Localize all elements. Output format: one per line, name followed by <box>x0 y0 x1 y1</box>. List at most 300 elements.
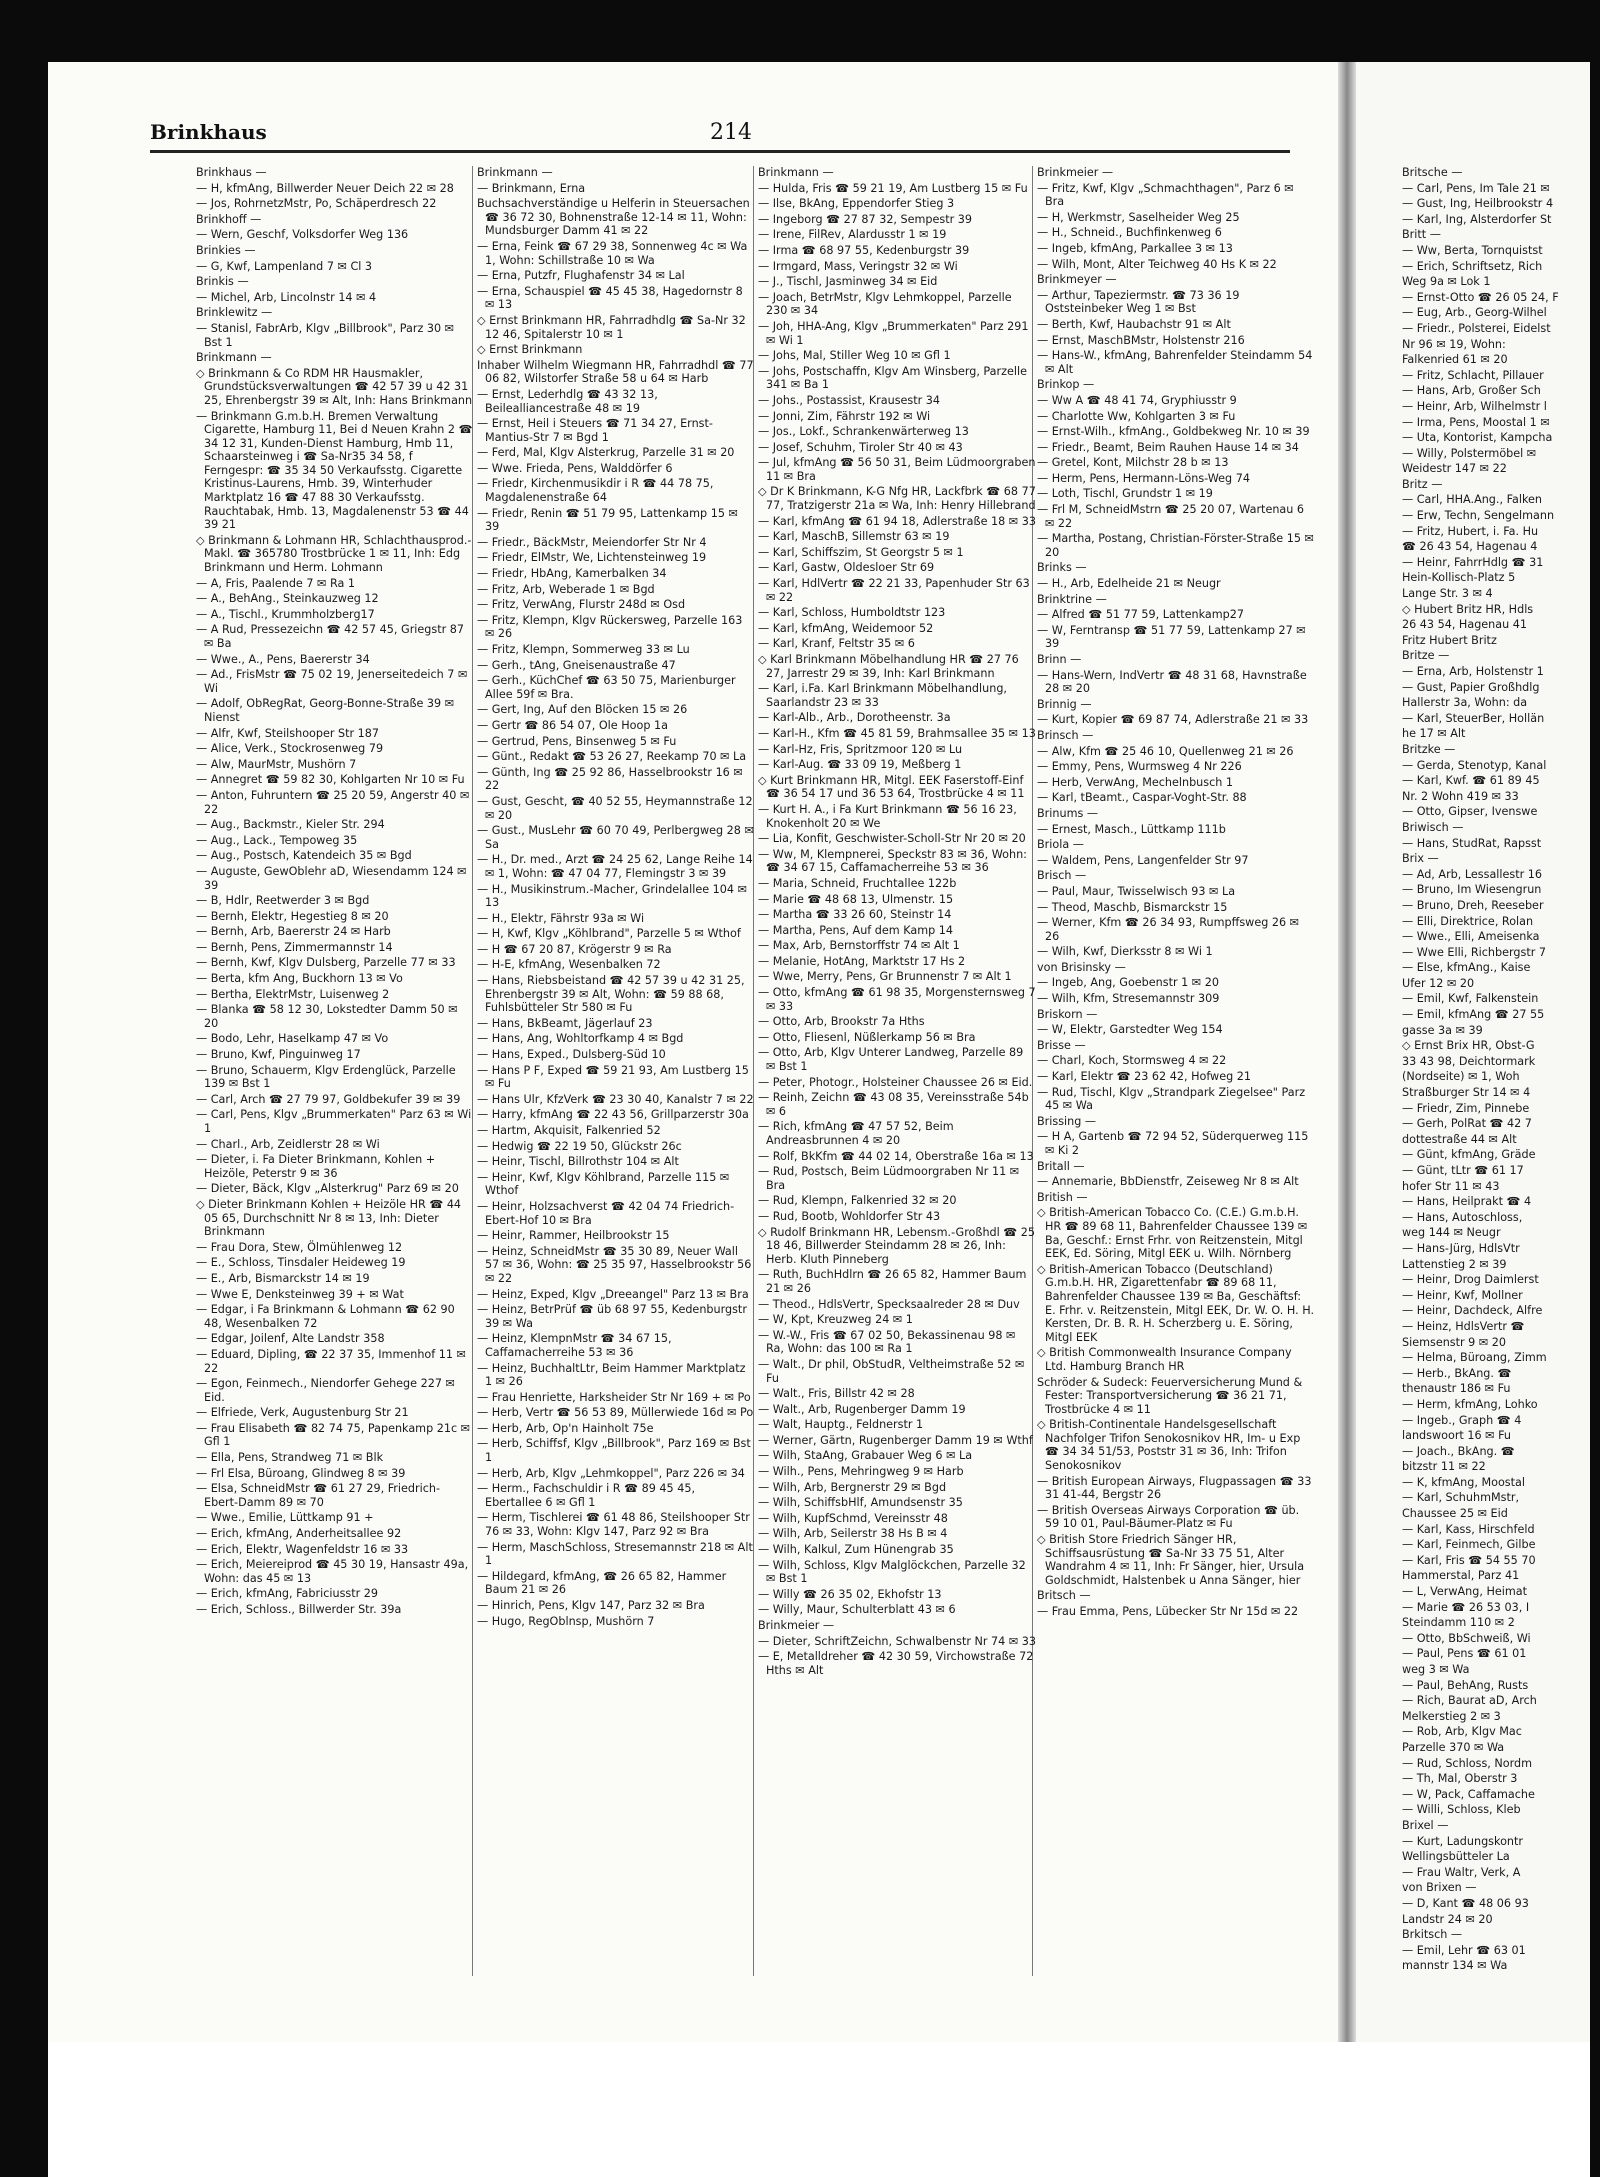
directory-entry: — Joach, BetrMstr, Klgv Lehmkoppel, Parzelle 230 ✉ 34 <box>758 290 1012 318</box>
directory-entry: — Emil, Kwf, Falkenstein <box>1402 992 1539 1006</box>
directory-entry: — Johs, Postschaffn, Klgv Am Winsberg, Parzelle 341 ✉ Ba 1 <box>758 364 1027 392</box>
directory-entry: — Eduard, Dipling, ☎ 22 37 35, Immenhof 11 ✉ 22 <box>196 1347 466 1375</box>
directory-entry: — Frau Dora, Stew, Ölmühlenweg 12 <box>196 1240 403 1254</box>
running-head: Brinkhaus <box>150 120 267 144</box>
directory-entry: Siemsenstr 9 ✉ 20 <box>1402 1335 1507 1349</box>
directory-entry: — Karl, Schiffszim, St Georgstr 5 ✉ 1 <box>758 545 964 559</box>
directory-entry: — Wilh, Kwf, Dierksstr 8 ✉ Wi 1 <box>1037 945 1213 959</box>
directory-entry: — W, Pack, Caffamache <box>1402 1787 1535 1801</box>
directory-entry: — Otto, BbSchweiß, Wi <box>1402 1631 1531 1645</box>
directory-entry: — Wilh., Pens, Mehringweg 9 ✉ Harb <box>758 1465 964 1479</box>
directory-entry: ◇ Kurt Brinkmann HR, Mitgl. EEK Faserstoff-Einf ☎ 36 54 17 und 36 53 64, Trostbrücke 4 ✉ 11 <box>758 773 1025 801</box>
directory-entry: — H., Dr. med., Arzt ☎ 24 25 62, Lange Reihe 14 ✉ 1, Wohn: ☎ 47 04 77, Flemingstr 3 ✉ 39 <box>477 853 753 880</box>
directory-entry: — Karl, Kwf. ☎ 61 89 45 <box>1402 774 1540 788</box>
directory-entry: Steindamm 110 ✉ 2 <box>1402 1616 1515 1630</box>
directory-entry: ◇ British-American Tobacco (Deutschland) G.m.b.H. HR, Zigarettenfabr ☎ 89 68 11, Bahrenfelder Chaussee 139 ✉ Ba, Geschäftsf: E. Frhr. v. Reitzenstein, Mitgl EEK, Dr. W. O. H. H. Kersten, Dr. B. R. H. Scherzberg u. E. Söring, Mitgl EEK <box>1037 1262 1314 1344</box>
directory-entry: — W.-W., Fris ☎ 67 02 50, Bekassinenau 98 ✉ Ra, Wohn: das 100 ✉ Ra 1 <box>758 1328 1016 1356</box>
directory-entry: — Frau Waltr, Verk, A <box>1402 1865 1521 1879</box>
directory-entry: — Hans-Jürg, HdlsVtr <box>1402 1241 1520 1255</box>
directory-entry: Brixel — <box>1402 1818 1449 1832</box>
directory-entry: Britsche — <box>1402 166 1463 179</box>
directory-entry: — Karl, i.Fa. Karl Brinkmann Möbelhandlung, Saarlandstr 23 ✉ 33 <box>758 682 1007 709</box>
directory-entry: — Hans, Heilprakt ☎ 4 <box>1402 1195 1532 1209</box>
directory-entry: — Annegret ☎ 59 82 30, Kohlgarten Nr 10 ✉ Fu <box>196 773 465 787</box>
directory-entry: — Arthur, Tapeziermstr. ☎ 73 36 19 Oststeinbeker Weg 1 ✉ Bst <box>1037 288 1240 316</box>
directory-entry: Brix — <box>1402 852 1439 866</box>
directory-entry: Fritz Hubert Britz <box>1402 633 1497 647</box>
directory-entry: Falkenried 61 ✉ 20 <box>1402 353 1508 367</box>
directory-entry: — H., Elektr, Fährstr 93a ✉ Wi <box>477 911 645 925</box>
directory-entry: — Hans, Exped., Dulsberg-Süd 10 <box>477 1048 666 1062</box>
directory-entry: Wellingsbütteler La <box>1402 1850 1510 1864</box>
directory-entry: — Ww, Berta, Tornquistst <box>1402 243 1543 257</box>
directory-entry: — K, kfmAng, Moostal <box>1402 1475 1525 1489</box>
directory-entry: — Erich, Elektr, Wagenfeldstr 16 ✉ 33 <box>196 1542 409 1556</box>
directory-entry: — Erna, Feink ☎ 67 29 38, Sonnenweg 4c ✉ Wa 1, Wohn: Schillstraße 10 ✉ Wa <box>477 239 748 267</box>
directory-entry: — Waldem, Pens, Langenfelder Str 97 <box>1037 853 1249 867</box>
directory-entry: — Karl, Ing, Alsterdorfer St <box>1402 212 1552 226</box>
directory-entry: 33 43 98, Deichtormark <box>1402 1054 1536 1068</box>
directory-entry: — Emmy, Pens, Wurmsweg 4 Nr 226 <box>1037 760 1242 774</box>
directory-entry: Britt — <box>1402 228 1441 242</box>
directory-entry: — Irma, Pens, Moostal 1 ✉ <box>1402 415 1550 429</box>
directory-entry: — Herb, VerwAng, Mechelnbusch 1 <box>1037 775 1234 789</box>
directory-entry: — Johs., Postassist, Krausestr 34 <box>758 393 941 407</box>
page-bottom-margin <box>48 2042 1348 2177</box>
directory-entry: Brinkies — <box>196 243 256 257</box>
directory-entry: von Brisinsky — <box>1037 960 1126 974</box>
directory-entry: Brissing — <box>1037 1114 1097 1128</box>
directory-entry: — Anton, Fuhruntern ☎ 25 20 59, Angerstr 40 ✉ 22 <box>196 788 470 816</box>
directory-entry: ◇ Ernst Brinkmann <box>477 343 583 357</box>
directory-entry: — Ingeb, Ang, Goebenstr 1 ✉ 20 <box>1037 976 1219 990</box>
directory-entry: — Erich, kfmAng, Anderheitsallee 92 <box>196 1527 402 1541</box>
directory-entry: — Willy, Polstermöbel ✉ <box>1402 446 1537 460</box>
directory-entry: — A., BehAng., Steinkauzweg 12 <box>196 592 379 606</box>
directory-entry: — Karl, SchuhmMstr, <box>1402 1491 1520 1505</box>
directory-entry: — H., Schneid., Buchfinkenweg 6 <box>1037 226 1222 240</box>
directory-entry: Parzelle 370 ✉ Wa <box>1402 1740 1505 1754</box>
directory-entry: — G, Kwf, Lampenland 7 ✉ Cl 3 <box>196 259 373 273</box>
directory-entry: — Adolf, ObRegRat, Georg-Bonne-Straße 39 ✉ Nienst <box>196 697 455 724</box>
directory-entry: — Erna, Putzfr, Flughafenstr 34 ✉ Lal <box>477 269 685 283</box>
directory-entry: — E., Arb, Bismarckstr 14 ✉ 19 <box>196 1271 370 1285</box>
directory-entry: — Karl, Kranf, Feltstr 35 ✉ 6 <box>758 637 915 651</box>
directory-entry: — Walt, Hauptg., Feldnerstr 1 <box>758 1418 924 1432</box>
directory-entry: — Fritz, VerwAng, Flurstr 248d ✉ Osd <box>477 598 686 612</box>
directory-entry: — Karl-Alb., Arb., Dorotheenstr. 3a <box>758 711 951 725</box>
directory-entry: — Heinz, HdlsVertr ☎ <box>1402 1319 1525 1333</box>
directory-entry: — Michel, Arb, Lincolnstr 14 ✉ 4 <box>196 290 377 304</box>
directory-entry: — Ernst, MaschBMstr, Holstenstr 216 <box>1037 333 1245 347</box>
directory-entry: — Marie ☎ 48 68 13, Ulmenstr. 15 <box>758 892 954 906</box>
directory-entry: — Max, Arb, Bernstorffstr 74 ✉ Alt 1 <box>758 939 960 953</box>
directory-entry: ◇ Karl Brinkmann Möbelhandlung HR ☎ 27 76 27, Jarrestr 29 ✉ 39, Inh: Karl Brinkmann <box>758 653 1019 680</box>
directory-entry: thenaustr 186 ✉ Fu <box>1402 1382 1511 1396</box>
directory-entry: — Karl, tBeamt., Caspar-Voght-Str. 88 <box>1037 791 1247 805</box>
directory-entry: — Charl., Arb, Zeidlerstr 28 ✉ Wi <box>196 1137 380 1151</box>
directory-entry: — A, Fris, Paalende 7 ✉ Ra 1 <box>196 576 356 590</box>
directory-entry: — A Rud, Pressezeichn ☎ 42 57 45, Griegstr 87 ✉ Ba <box>196 623 464 650</box>
directory-entry: — Kurt, Kopier ☎ 69 87 74, Adlerstraße 21 ✉ 33 <box>1037 713 1309 727</box>
directory-entry: Brinkmeier — <box>758 1619 835 1632</box>
directory-entry: — Jos, RohrnetzMstr, Po, Schäperdresch 22 <box>196 197 437 211</box>
directory-entry: — Carl, HHA.Ang., Falken <box>1402 493 1543 507</box>
directory-entry: — Karl, Kass, Hirschfeld <box>1402 1522 1535 1536</box>
directory-entry: — Gust, Papier Großhdlg <box>1402 680 1540 694</box>
directory-entry: ◇ Rudolf Brinkmann HR, Lebensm.-Großhdl ☎ 25 18 46, Billwerder Steindamm 28 ✉ 26, Inh: Herb. Kluth Pinneberg <box>758 1225 1036 1266</box>
directory-entry: — Karl, Schloss, Humboldtstr 123 <box>758 606 946 620</box>
directory-entry: — Wern, Geschf, Volksdorfer Weg 136 <box>196 228 409 242</box>
page-number: 214 <box>710 120 752 145</box>
directory-entry: 26 43 54, Hagenau 41 <box>1402 618 1528 632</box>
directory-entry: — Lia, Konfit, Geschwister-Scholl-Str Nr 20 ✉ 20 <box>758 832 1026 846</box>
directory-entry: — Otto, Arb, Klgv Unterer Landweg, Parzelle 89 ✉ Bst 1 <box>758 1046 1024 1074</box>
directory-entry: — Gertr ☎ 86 54 07, Ole Hoop 1a <box>477 718 668 732</box>
directory-entry: Lattenstieg 2 ✉ 39 <box>1402 1257 1507 1271</box>
directory-entry: — Dieter, i. Fa Dieter Brinkmann, Kohlen + Heizöle, Peterstr 9 ✉ 36 <box>196 1153 436 1180</box>
directory-entry: — Wilh, Mont, Alter Teichweg 40 Hs K ✉ 22 <box>1037 257 1277 271</box>
directory-entry: — Bodo, Lehr, Haselkamp 47 ✉ Vo <box>196 1032 389 1046</box>
directory-entry: — Hans, Ang, Wohltorfkamp 4 ✉ Bgd <box>477 1032 684 1046</box>
directory-entry: — Aug., Postsch, Katendeich 35 ✉ Bgd <box>196 849 412 863</box>
directory-entry: — Heinr, Arb, Wilhelmstr l <box>1402 399 1547 413</box>
directory-entry: ◇ Brinkmann & Co RDM HR Hausmakler, Grundstücksverwaltungen ☎ 42 57 39 u 42 31 25, Ehrenbergstr 39 ✉ Alt, Inh: Hans Brinkmann <box>196 366 473 407</box>
directory-entry: — Frau Henriette, Harksheider Str Nr 169 + ✉ Po <box>477 1390 751 1404</box>
directory-entry: — Hans, BkBeamt, Jägerlauf 23 <box>477 1016 653 1030</box>
directory-entry: Brinsch — <box>1037 728 1094 742</box>
directory-entry: — Rud, Tischl, Klgv „Strandpark Ziegelsee" Parz 45 ✉ Wa <box>1037 1085 1306 1113</box>
directory-entry: Brkitsch — <box>1402 1928 1463 1942</box>
directory-entry: — Hedwig ☎ 22 19 50, Glückstr 26c <box>477 1139 682 1153</box>
directory-entry: — Hans, StudRat, Rapsst <box>1402 836 1542 850</box>
directory-entry: — Wilh, SchiffsbHlf, Amundsenstr 35 <box>758 1496 963 1510</box>
directory-entry: — Jos., Lokf., Schrankenwärterweg 13 <box>758 425 969 439</box>
directory-entry: Brinkmann — <box>758 166 834 179</box>
scanner-border-top <box>0 0 1600 62</box>
directory-entry: — Ernest, Masch., Lüttkamp 111b <box>1037 822 1226 836</box>
directory-entry: — Edgar, i Fa Brinkmann & Lohmann ☎ 62 90 48, Wesenbalken 72 <box>196 1303 455 1330</box>
directory-entry: — Friedr, HbAng, Kamerbalken 34 <box>477 567 667 581</box>
directory-entry: — Elsa, SchneidMstr ☎ 61 27 29, Friedrich-Ebert-Damm 89 ✉ 70 <box>196 1482 440 1509</box>
directory-entry: — Fritz, Schlacht, Pillauer <box>1402 368 1544 382</box>
directory-entry: — Paul, Maur, Twisselwisch 93 ✉ La <box>1037 884 1236 898</box>
directory-entry: — Herm, MaschSchloss, Stresemannstr 218 ✉ Alt 1 <box>477 1540 753 1568</box>
directory-entry: — Friedr., Polsterei, Eidelst <box>1402 321 1551 335</box>
directory-entry: ◇ Brinkmann & Lohmann HR, Schlachthausprod.-Makl. ☎ 365780 Trostbrücke 1 ✉ 11, Inh: Edg Brinkmann und Herm. Lohmann <box>196 533 472 575</box>
directory-entry: — Heinr, Kwf, Mollner <box>1402 1288 1523 1302</box>
directory-entry: — Walt., Dr phil, ObStudR, Veltheimstraße 52 ✉ Fu <box>758 1357 1025 1385</box>
directory-entry: — Werner, Kfm ☎ 26 34 93, Rumpffsweg 26 ✉ 26 <box>1037 916 1300 943</box>
directory-entry: — Ingeb., Graph ☎ 4 <box>1402 1413 1522 1427</box>
directory-entry: Brinn — <box>1037 653 1082 666</box>
directory-entry: landswoort 16 ✉ Fu <box>1402 1429 1512 1443</box>
directory-entry: — Ernst, Heil i Steuers ☎ 71 34 27, Ernst-Mantius-Str 7 ✉ Bgd 1 <box>477 417 713 444</box>
directory-entry: — Helma, Büroang, Zimm <box>1402 1351 1547 1365</box>
directory-entry: — Heinr, Rammer, Heilbrookstr 15 <box>477 1229 670 1243</box>
directory-entry: — H A, Gartenb ☎ 72 94 52, Süderquerweg 115 ✉ Ki 2 <box>1037 1130 1309 1157</box>
directory-entry: — Bernh, Kwf, Klgv Dulsberg, Parzelle 77 ✉ 33 <box>196 956 456 970</box>
directory-entry: — Friedr., BäckMstr, Meiendorfer Str Nr 4 <box>477 535 707 549</box>
directory-entry: Brinkis — <box>196 275 249 289</box>
directory-entry: — Irmgard, Mass, Veringstr 32 ✉ Wi <box>758 259 958 273</box>
directory-entry: — Paul, BehAng, Rusts <box>1402 1678 1529 1692</box>
directory-entry: — Gerda, Stenotyp, Kanal <box>1402 758 1547 772</box>
directory-entry: Brinkmann — <box>477 166 553 179</box>
directory-entry: — Marie ☎ 26 53 03, I <box>1402 1600 1530 1614</box>
page-header <box>150 120 1290 144</box>
directory-entry: Ufer 12 ✉ 20 <box>1402 976 1475 990</box>
directory-entry: — Irene, FilRev, Alardusstr 1 ✉ 19 <box>758 228 947 242</box>
directory-entry: — A., Tischl., Krummholzberg17 <box>196 607 375 621</box>
directory-entry: — Otto, kfmAng ☎ 61 98 35, Morgensternsweg 7 ✉ 33 <box>758 986 1036 1013</box>
directory-entry: Briola — <box>1037 838 1084 852</box>
directory-entry: — Herm., Fachschuldir i R ☎ 89 45 45, Ebertallee 6 ✉ Gfl 1 <box>477 1482 696 1509</box>
directory-entry: — Hans P F, Exped ☎ 59 21 93, Am Lustberg 15 ✉ Fu <box>477 1063 749 1091</box>
directory-entry: — Johs, Mal, Stiller Weg 10 ✉ Gfl 1 <box>758 349 951 363</box>
directory-entry: — Erw, Techn, Sengelmann <box>1402 509 1555 523</box>
directory-entry: — Martha, Pens, Auf dem Kamp 14 <box>758 923 954 937</box>
directory-entry: Melkerstieg 2 ✉ 3 <box>1402 1709 1501 1723</box>
directory-entry: — Bertha, ElektrMstr, Luisenweg 2 <box>196 987 390 1001</box>
directory-entry: — Erich, kfmAng, Fabriciusstr 29 <box>196 1587 379 1601</box>
directory-entry: ◇ Ernst Brinkmann HR, Fahrradhdlg ☎ Sa-Nr 32 12 46, Spitalerstr 10 ✉ 1 <box>477 313 746 341</box>
directory-entry: Brinkmann — <box>196 351 272 365</box>
directory-entry: — Charl, Koch, Stormsweg 4 ✉ 22 <box>1037 1054 1227 1068</box>
directory-entry: — Heinr, Holzsachverst ☎ 42 04 74 Friedrich-Ebert-Hof 10 ✉ Bra <box>477 1199 735 1227</box>
directory-entry: — Bernh, Pens, Zimmermannstr 14 <box>196 940 393 954</box>
directory-entry: ◇ British Commonwealth Insurance Company Ltd. Hamburg Branch HR <box>1037 1346 1292 1373</box>
directory-entry: — Theod, Maschb, Bismarckstr 15 <box>1037 900 1228 914</box>
directory-entry: — Fritz, Kwf, Klgv „Schmachthagen", Parz 6 ✉ Bra <box>1037 181 1294 209</box>
directory-entry: Brisch — <box>1037 869 1087 883</box>
directory-entry: — Heinr, Drog Daimlerst <box>1402 1273 1539 1287</box>
directory-entry: — Karl, SteuerBer, Hollän <box>1402 711 1545 725</box>
directory-entry: — British European Airways, Flugpassagen ☎ 33 31 41-44, Bergstr 26 <box>1037 1474 1312 1502</box>
directory-entry: — Alw, Kfm ☎ 25 46 10, Quellenweg 21 ✉ 26 <box>1037 744 1294 758</box>
directory-entry: ◇ British-Continentale Handelsgesellschaft Nachfolger Trifon Senokosnikov HR, Im- u Exp ☎ 34 34 51/53, Poststr 31 ✉ 36, Inh: Trifon Senokosnikov <box>1037 1418 1301 1473</box>
facing-page-column <box>1402 166 1592 1975</box>
directory-entry: Brisse — <box>1037 1038 1086 1052</box>
directory-entry: — Walt., Arb, Rugenberger Damm 19 <box>758 1402 966 1416</box>
directory-entry: — Ernst-Wilh., kfmAng., Goldbekweg Nr. 10 ✉ 39 <box>1037 425 1310 439</box>
directory-entry: — Rob, Arb, Klgv Mac <box>1402 1725 1522 1739</box>
directory-entry: Brinkmeier — <box>1037 166 1114 179</box>
directory-entry: — Hildegard, kfmAng, ☎ 26 65 82, Hammer Baum 21 ✉ 26 <box>477 1569 727 1597</box>
directory-entry: Briwisch — <box>1402 820 1464 834</box>
directory-entry: — Karl-Hz, Fris, Spritzmoor 120 ✉ Lu <box>758 742 963 756</box>
directory-entry: Brinks — <box>1037 561 1087 575</box>
directory-entry: — Elfriede, Verk, Augustenburg Str 21 <box>196 1406 409 1420</box>
directory-entry: Brinums — <box>1037 806 1099 820</box>
directory-entry: — Heinr, Kwf, Klgv Köhlbrand, Parzelle 115 ✉ Wthof <box>477 1170 730 1198</box>
directory-entry: — Paul, Pens ☎ 61 01 <box>1402 1647 1527 1661</box>
directory-entry: Brinkmeyer — <box>1037 273 1117 287</box>
directory-entry: — E, Metalldreher ☎ 42 30 59, Virchowstraße 72 Hths ✉ Alt <box>758 1650 1034 1677</box>
directory-entry: — Wilh, Kalkul, Zum Hünengrab 35 <box>758 1543 954 1557</box>
directory-entry: gasse 3a ✉ 39 <box>1402 1023 1483 1037</box>
directory-entry: — Rolf, BkKfm ☎ 44 02 14, Oberstraße 16a ✉ 13 <box>758 1149 1034 1163</box>
directory-entry: — Herb, Arb, Klgv „Lehmkoppel", Parz 226 ✉ 34 <box>477 1466 745 1480</box>
directory-entry: hofer Str 11 ✉ 43 <box>1402 1179 1500 1193</box>
directory-entry: — Harry, kfmAng ☎ 22 43 56, Grillparzerstr 30a <box>477 1108 749 1122</box>
directory-entry: — Erich, Meiereiprod ☎ 45 30 19, Hansastr 49a, Wohn: das 45 ✉ 13 <box>196 1558 469 1585</box>
directory-entry: — W, Ferntransp ☎ 51 77 59, Lattenkamp 27 ✉ 39 <box>1037 623 1306 651</box>
directory-entry: — Willy, Maur, Schulterblatt 43 ✉ 6 <box>758 1603 956 1617</box>
directory-entry: — Hans, Arb, Großer Sch <box>1402 384 1541 398</box>
directory-entry: — Theod., HdlsVertr, Specksaalreder 28 ✉ Duv <box>758 1297 1020 1311</box>
directory-entry: — Herb, Schiffsf, Klgv „Billbrook", Parz 169 ✉ Bst 1 <box>477 1437 751 1465</box>
directory-entry: — Otto, Fliesenl, Nüßlerkamp 56 ✉ Bra <box>758 1030 976 1044</box>
directory-entry: weg 3 ✉ Wa <box>1402 1663 1470 1676</box>
directory-entry: he 17 ✉ Alt <box>1402 727 1466 741</box>
directory-entry: (Nordseite) ✉ 1, Woh <box>1402 1070 1520 1084</box>
directory-entry: — Alfr, Kwf, Steilshooper Str 187 <box>196 726 380 740</box>
directory-entry: — Th, Mal, Oberstr 3 <box>1402 1772 1518 1786</box>
directory-entry: — Hugo, RegOblnsp, Mushörn 7 <box>477 1614 655 1628</box>
directory-entry: — Ruth, BuchHdlrn ☎ 26 65 82, Hammer Baum 21 ✉ 26 <box>758 1268 1027 1295</box>
directory-entry: — Frau Emma, Pens, Lübecker Str Nr 15d ✉ 22 <box>1037 1605 1299 1618</box>
directory-entry: — Blanka ☎ 58 12 30, Lokstedter Damm 50 ✉ 20 <box>196 1003 458 1030</box>
directory-entry: — Wwe Elli, Richbergstr 7 <box>1402 945 1547 959</box>
directory-entry: — Ww A ☎ 48 41 74, Gryphiusstr 9 <box>1037 393 1237 407</box>
directory-entry: Brinklewitz — <box>196 306 273 320</box>
directory-entry: — Wwe., A., Pens, Baererstr 34 <box>196 652 370 666</box>
header-rule <box>150 150 1290 153</box>
directory-entry: — Josef, Schuhm, Tiroler Str 40 ✉ 43 <box>758 440 963 454</box>
directory-entry: — Wilh, Kfm, Stresemannstr 309 <box>1037 992 1220 1006</box>
directory-entry: Inhaber Wilhelm Wiegmann HR, Fahrradhdl ☎ 77 06 82, Wilstorfer Straße 58 u 64 ✉ Harb <box>477 358 754 386</box>
directory-entry: Weg 9a ✉ Lok 1 <box>1402 275 1491 289</box>
directory-entry: ☎ 26 43 54, Hagenau 4 <box>1402 540 1538 554</box>
directory-entry: — Ella, Pens, Strandweg 71 ✉ Blk <box>196 1451 384 1465</box>
directory-entry: — Willi, Schloss, Kleb <box>1402 1803 1521 1817</box>
directory-entry: — Wwe, Merry, Pens, Gr Brunnenstr 7 ✉ Alt 1 <box>758 970 1012 984</box>
directory-entry: — Bruno, Dreh, Reeseber <box>1402 898 1544 912</box>
directory-entry: — Hans, Autoschloss, <box>1402 1210 1523 1224</box>
directory-entry: — Brinkmann G.m.b.H. Bremen Verwaltung Cigarette, Hamburg 11, Bei d Neuen Krahn 2 ☎ 34 12 31, Kunden-Dienst Hamburg, Hmb 11, Schaarsteinweg i ☎ Sa-Nr35 34 58, f Ferngespr: ☎ 35 34 50 Verkaufsstg. Cigarette Kristinus-Laurens, Hmb. 39, Winterhuder Marktplatz 16 ☎ 47 88 30 Verkaufsstg. Rauchtabak, Hmb. 13, Magdalenenstr 53 ☎ 44 39 21 <box>196 409 473 532</box>
directory-entry: — Carl, Pens, Im Tale 21 ✉ <box>1402 181 1550 195</box>
directory-column-3 <box>758 166 1036 1679</box>
directory-entry: — Martha, Postang, Christian-Förster-Straße 15 ✉ 20 <box>1037 532 1314 559</box>
directory-entry: bitzstr 11 ✉ 22 <box>1402 1460 1486 1474</box>
directory-entry: — Bruno, Im Wiesengrun <box>1402 883 1542 897</box>
directory-entry: ◇ Dr K Brinkmann, K-G Nfg HR, Lackfbrk ☎ 68 77 77, Tratzigerstr 21a ✉ Wa, Inh: Henry Hillebrand <box>758 485 1036 513</box>
directory-entry: — Wilh, StaAng, Grabauer Weg 6 ✉ La <box>758 1449 973 1463</box>
directory-entry: — Peter, Photogr., Holsteiner Chaussee 26 ✉ Eid. <box>758 1075 1033 1089</box>
directory-entry: — Walt., Fris, Billstr 42 ✉ 28 <box>758 1387 915 1401</box>
directory-entry: — Herm, Tischlerei ☎ 61 48 86, Steilshooper Str 76 ✉ 33, Wohn: Klgv 147, Parz 92 ✉ Bra <box>477 1511 750 1539</box>
directory-entry: — W, Elektr, Garstedter Weg 154 <box>1037 1023 1223 1037</box>
directory-entry: — Maria, Schneid, Fruchtallee 122b <box>758 876 957 890</box>
directory-entry: Nr 96 ✉ 19, Wohn: <box>1402 337 1506 351</box>
directory-entry: — Else, kfmAng., Kaise <box>1402 961 1531 975</box>
directory-entry: — Frau Elisabeth ☎ 82 74 75, Papenkamp 21c ✉ Gfl 1 <box>196 1421 471 1449</box>
directory-entry: — Rich, kfmAng ☎ 47 57 52, Beim Andreasbrunnen 4 ✉ 20 <box>758 1120 954 1147</box>
directory-entry: — Bernh, Elektr, Hegestieg 8 ✉ 20 <box>196 909 389 923</box>
directory-entry: — Gust., MusLehr ☎ 60 70 49, Perlbergweg 28 ✉ Sa <box>477 824 754 851</box>
directory-entry: — B, Hdlr, Reetwerder 3 ✉ Bgd <box>196 894 370 908</box>
directory-entry: — Friedr, Renin ☎ 51 79 95, Lattenkamp 15 ✉ 39 <box>477 506 738 534</box>
directory-entry: Britzke — <box>1402 742 1456 756</box>
directory-entry: — Emil, Lehr ☎ 63 01 <box>1402 1943 1526 1957</box>
directory-entry: — Günth, Ing ☎ 25 92 86, Hasselbrookstr 16 ✉ 22 <box>477 765 743 793</box>
directory-entry: Hein-Kollisch-Platz 5 <box>1402 571 1516 585</box>
directory-entry: — Wilh, Arb, Bergnerstr 29 ✉ Bgd <box>758 1480 947 1494</box>
directory-entry: — Hartm, Akquisit, Falkenried 52 <box>477 1124 661 1137</box>
directory-entry: — Fritz, Hubert, i. Fa. Hu <box>1402 524 1539 538</box>
directory-entry: — Ernst-Otto ☎ 26 05 24, F <box>1402 290 1559 304</box>
directory-entry: — Günt., Redakt ☎ 53 26 27, Reekamp 70 ✉ La <box>477 750 747 764</box>
directory-entry: Buchsachverständige u Helferin in Steuersachen ☎ 36 72 30, Bohnenstraße 12-14 ✉ 11, Wohn: Mundsburger Damm 41 ✉ 22 <box>477 197 750 238</box>
directory-entry: — Rud, Klempn, Falkenried 32 ✉ 20 <box>758 1194 957 1208</box>
directory-entry: — H., Arb, Edelheide 21 ✉ Neugr <box>1037 577 1221 591</box>
directory-entry: — Bruno, Schauerm, Klgv Erdenglück, Parzelle 139 ✉ Bst 1 <box>196 1063 456 1091</box>
directory-entry: — Gretel, Kont, Milchstr 28 b ✉ 13 <box>1037 456 1229 470</box>
directory-entry: — Herb, Arb, Op'n Hainholt 75e <box>477 1421 654 1435</box>
directory-entry: — Joh, HHA-Ang, Klgv „Brummerkaten" Parz 291 ✉ Wi 1 <box>758 319 1029 347</box>
directory-entry: — Wilh, KupfSchmd, Vereinsstr 48 <box>758 1511 948 1525</box>
directory-entry: von Brixen — <box>1402 1881 1477 1895</box>
directory-entry: — Uta, Kontorist, Kampcha <box>1402 431 1553 445</box>
directory-entry: — J., Tischl, Jasminweg 34 ✉ Eid <box>758 275 938 289</box>
directory-entry: ◇ British-American Tobacco Co. (C.E.) G.m.b.H. HR ☎ 89 68 11, Bahrenfelder Chaussee 139 ✉ Ba, Geschf.: Ernst Frhr. von Reitzenstein, Mitgl EEK, Ed. Söring, Mitgl EEK u. Wilh. Nörnberg <box>1037 1206 1308 1261</box>
directory-entry: — Wilh, Arb, Seilerstr 38 Hs B ✉ 4 <box>758 1527 948 1541</box>
directory-entry: — Fritz, Arb, Weberade 1 ✉ Bgd <box>477 582 655 596</box>
directory-entry: — Heinz, Exped, Klgv „Dreeangel" Parz 13 ✉ Bra <box>477 1287 749 1301</box>
directory-entry: — Rud, Schloss, Nordm <box>1402 1756 1532 1770</box>
directory-entry: — Stanisl, FabrArb, Klgv „Billbrook", Parz 30 ✉ Bst 1 <box>196 321 455 349</box>
directory-column-1 <box>196 166 474 1619</box>
directory-entry: — Ilse, BkAng, Eppendorfer Stieg 3 <box>758 197 955 211</box>
directory-entry: — Gertrud, Pens, Binsenweg 5 ✉ Fu <box>477 734 677 748</box>
directory-entry: — Heinr, Tischl, Billrothstr 104 ✉ Alt <box>477 1155 679 1169</box>
directory-entry: — Werner, Gärtn, Rugenberger Damm 19 ✉ Wthf <box>758 1433 1033 1447</box>
directory-entry: — Eug, Arb., Georg-Wilhel <box>1402 306 1547 320</box>
book-gutter <box>1338 62 1356 2042</box>
directory-entry: — Gerh., KüchChef ☎ 63 50 75, Marienburger Allee 59f ✉ Bra. <box>477 674 736 701</box>
directory-entry: — Berth, Kwf, Haubachstr 91 ✉ Alt <box>1037 317 1231 331</box>
directory-entry: — Gert, Ing, Auf den Blöcken 15 ✉ 26 <box>477 703 688 717</box>
directory-entry: — Jonni, Zim, Fährstr 192 ✉ Wi <box>758 409 931 423</box>
directory-entry: Brinnig — <box>1037 697 1092 711</box>
directory-entry: — Otto, Arb, Brookstr 7a Hths <box>758 1015 925 1029</box>
directory-entry: — Alw, MaurMstr, Mushörn 7 <box>196 757 357 771</box>
directory-entry: ◇ Ernst Brix HR, Obst-G <box>1402 1039 1535 1053</box>
directory-entry: Britsch — <box>1037 1589 1091 1603</box>
directory-entry: — Irma ☎ 68 97 55, Kedenburgstr 39 <box>758 243 970 257</box>
directory-entry: — Hinrich, Pens, Klgv 147, Parz 32 ✉ Bra <box>477 1599 705 1612</box>
directory-entry: — Gerh., tAng, Gneisenaustraße 47 <box>477 658 676 672</box>
directory-entry: — Ingeborg ☎ 27 87 32, Sempestr 39 <box>758 212 973 226</box>
directory-entry: ◇ British Store Friedrich Sänger HR, Schiffsausrüstung ☎ Sa-Nr 33 75 51, Alter Wandrahm 4 ✉ 11, Inh: Fr Sänger, hier, Ursula Goldschmidt, Halstenbek u Anna Sänger, hier <box>1037 1533 1305 1587</box>
directory-entry: — Alice, Verk., Stockrosenweg 79 <box>196 742 384 756</box>
directory-entry: — Ww, M, Klempnerei, Speckstr 83 ✉ 36, Wohn: ☎ 34 67 15, Caffamacherreihe 53 ✉ 36 <box>758 847 1027 875</box>
directory-entry: — Egon, Feinmech., Niendorfer Gehege 227 ✉ Eid. <box>196 1377 455 1404</box>
directory-entry: — Günt, kfmAng, Gräde <box>1402 1148 1536 1162</box>
directory-entry: — D, Kant ☎ 48 06 93 <box>1402 1896 1529 1910</box>
directory-entry: — Karl, Feinmech, Gilbe <box>1402 1538 1536 1552</box>
directory-entry: — Brinkmann, Erna <box>477 181 586 195</box>
directory-entry: — Kurt H. A., i Fa Kurt Brinkmann ☎ 56 16 23, Knokenholt 20 ✉ We <box>758 802 1017 830</box>
directory-entry: — Willy ☎ 26 35 02, Ekhofstr 13 <box>758 1587 942 1601</box>
scanner-border-left <box>0 0 48 2177</box>
directory-entry: — Annemarie, BbDienstfr, Zeiseweg Nr 8 ✉ Alt <box>1037 1175 1299 1189</box>
directory-entry: — Melanie, HotAng, Marktstr 17 Hs 2 <box>758 954 966 968</box>
directory-entry: — E., Schloss, Tinsdaler Heideweg 19 <box>196 1256 406 1270</box>
directory-entry: — Friedr., Beamt, Beim Rauhen Hause 14 ✉ 34 <box>1037 440 1299 454</box>
directory-entry: — Heinr, FahrrHdlg ☎ 31 <box>1402 555 1544 569</box>
